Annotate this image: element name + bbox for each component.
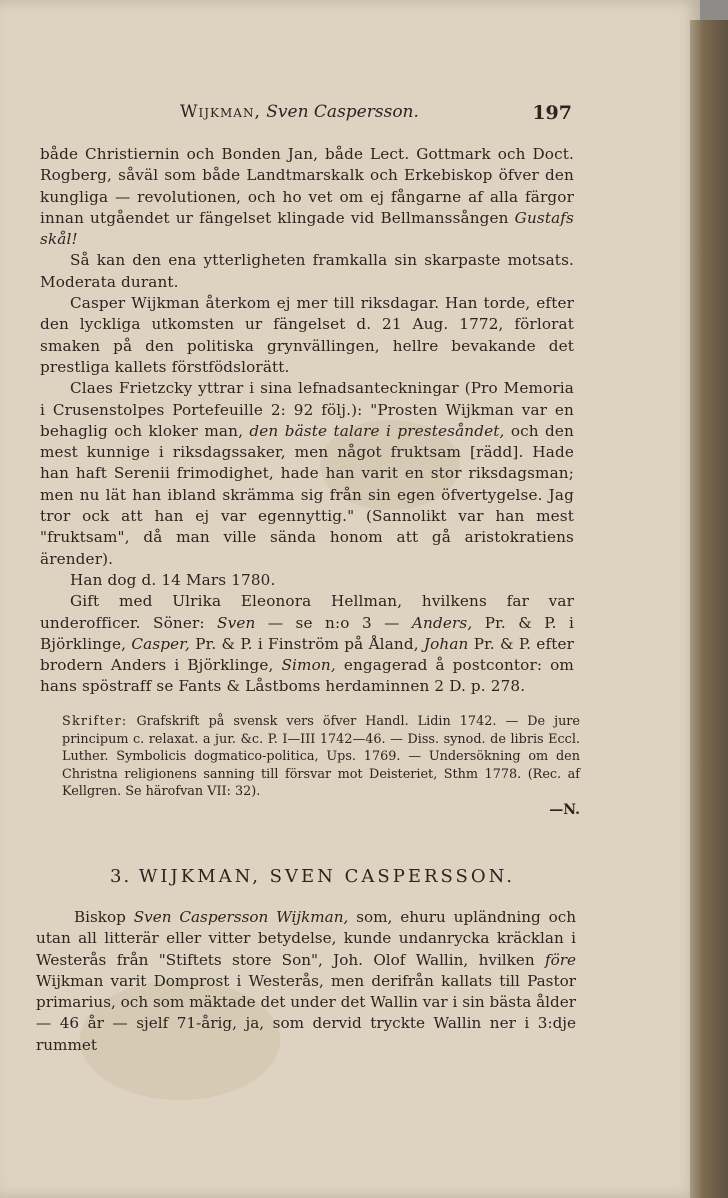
paragraph: Biskop Sven Caspersson Wijkman, som, ehuru upländning och utan all litterär eller vitter betydelse, kunde undanrycka kräcklan i Westerås från "Stiftets store Son", Joh. Olof Wallin, hvilken före Wijkman varit Domprost i Westerås, men derifrån kallats till Pastor primarius, och som mäktade det under det Wallin var i sin bästa ålder — 46 år — sjelf 71-årig, ja, som dervid tryckte Wallin ner i 3:dje rummet [36,908,577,1054]
section-number: 3. [110,866,132,887]
bibliography [62,713,580,801]
section-title: WIJKMAN, SVEN CASPERSSON. [138,866,515,887]
running-head-subname: Sven Caspersson. [266,102,419,122]
paragraph: Han dog d. 14 Mars 1780. [70,570,276,589]
page-number: 197 [532,102,572,124]
page-edge [690,20,728,1198]
running-head-name: Wijkman, [180,102,261,122]
section-text [36,907,576,1056]
paragraph: Claes Frietzcky yttrar i sina lefnadsanteckningar (Pro Memoria i Crusenstolpes Portefeuille 2: 92 följ.): "Prosten Wijkman var en behaglig och kloker man, den bäste talare i prestesåndet, och den mest kunnige i riksdagssaker, men något fruktsam [rädd]. Hade han haft Serenii frimodighet, hade han varit en stor riksdagsman; men nu lät han ibland skrämma sig från sin egen öfvertygelse. Jag tror ock att han ej var egennyttig." (Sannolikt var han mest "fruktsam", då man ville sända honom att gå aristokratiens ärender). [40,379,574,568]
paragraph: Gift med Ulrika Eleonora Hellman, hvilkens far var underofficer. Söner: Sven — se n:o 3 — Anders, Pr. & P. i Björklinge, Casper, Pr. & P. i Finström på Åland, Johan Pr. & P. efter brodern Anders i Björklinge, Simon, engagerad å postcontor: om hans spöstraff se Fants & Låstboms herdaminnen 2 D. p. 278. [40,592,575,696]
section-heading [110,866,530,892]
paragraph: Så kan den ena ytterligheten framkalla sin skarpaste motsats. Moderata durant. [40,251,574,291]
bibliography-text: Grafskrift på svensk vers öfver Handl. Lidin 1742. — De jure principum c. relaxat. a jur. &c. P. I—III 1742—46. — Diss. synod. de libris Eccl. Luther. Symbolicis dogmatico-politica, Ups. 1769. — Undersökning om den Christna religionens sanning till försvar mot Deisteriet, Sthm 1778. (Rec. af Kellgren. Se härofvan VII: 32). [62,714,581,800]
running-head [180,102,572,128]
bibliography-label: Skrifter: [62,714,128,729]
author-signature: —N. [549,802,580,818]
main-text [40,144,574,698]
paragraph: Casper Wijkman återkom ej mer till riksdagar. Han torde, efter den lyckliga utkomsten ur fängelset d. 21 Aug. 1772, förlorat smaken på den politiska grynvällingen, hellre bevakande det prestliga kallets förstfödslorätt. [40,294,574,376]
paragraph: både Christiernin och Bonden Jan, både Lect. Gottmark och Doct. Rogberg, såväl som både Landtmarskalk och Erkebiskop öfver den kungliga — revolutionen, och ho vet om ej fångarne af alla färgor innan utgåendet ur fängelset klingade vid Bellmanssången Gustafs skål! [40,145,574,249]
